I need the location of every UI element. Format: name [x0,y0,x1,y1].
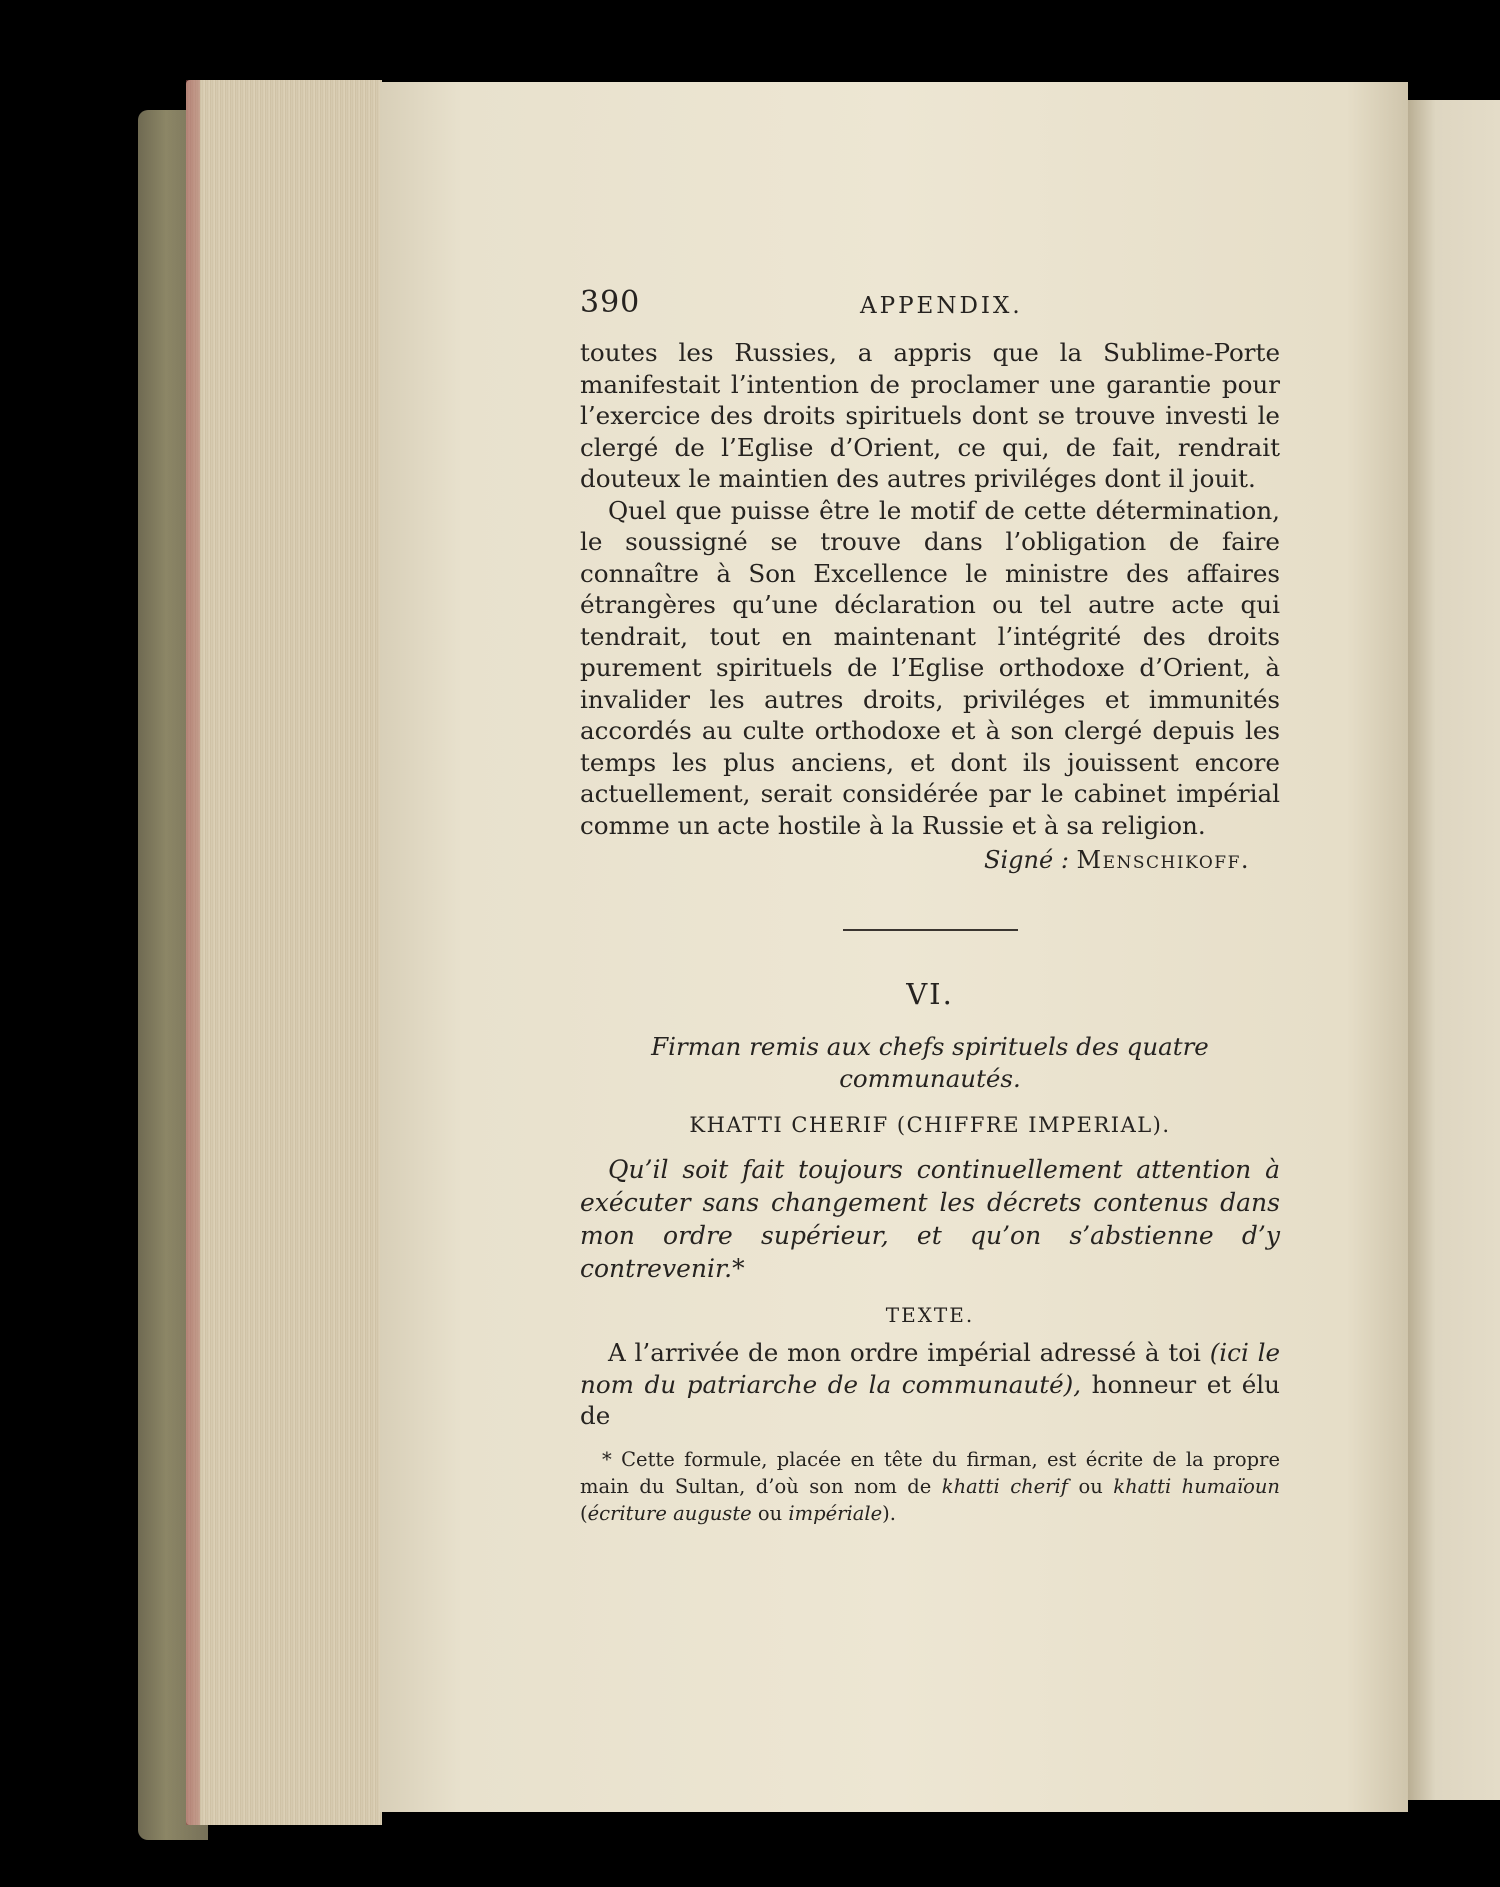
signature-name: Menschikoff. [1076,846,1250,874]
page-number: 390 [580,285,641,320]
footnote-part5: ). [882,1501,896,1525]
footnote [580,1446,1280,1527]
texte-heading: TEXTE. [885,1303,975,1327]
footnote-italic4: impériale [788,1501,883,1525]
paragraph-1: toutes les Russies, a appris que la Sublime-Porte manifestait l’intention de proclamer une garantie pour l’exercice des droits spirituels dont se trouve investi le clergé de l’Eglise d’Orient, ce qui, de fait, rendrait douteux le maintien des autres priviléges dont il jouit. [580,338,1280,493]
texte-paragraph [580,1337,1280,1432]
page-content [580,285,1280,1527]
footnote-italic3: écriture auguste [587,1501,752,1525]
section-title [580,1031,1280,1095]
facing-page [1408,100,1500,1800]
footnote-italic1: khatti cherif [941,1474,1068,1498]
footnote-italic2: khatti humaïoun [1113,1474,1280,1498]
texte-italic: (ici le nom du patriarche de la communauté), [580,1338,1280,1399]
sultan-formula: Qu’il soit fait toujours continuellement attention à exécuter sans changement les décrets contenus dans mon ordre supérieur, et qu’on s’abstienne d’y contrevenir.* [580,1155,1280,1283]
paragraph-2: Quel que puisse être le motif de cette détermination, le soussigné se trouve dans l’obligation de faire connaître à Son Excellence le ministre des affaires étrangères qu’une déclaration ou tel autre acte qui tendrait, tout en maintenant l’intégrité des droits purement spirituels de l’Eglise orthodoxe d’Orient, à invalider les autres droits, priviléges et immunités accordés au culte orthodoxe et à son clergé depuis les temps les plus anciens, et dont ils jouissent encore actuellement, serait considérée par le cabinet impérial comme un acte hostile à la Russie et à sa religion. [580,495,1280,840]
signature [580,843,1280,877]
page-stack-edge [186,80,382,1825]
footnote-part2: ou [1078,1474,1103,1498]
section-title-line1: Firman remis aux chefs spirituels des quatre [651,1032,1209,1061]
texte-end: honneur et élu de [580,1369,1280,1430]
signature-label: Signé : [984,846,1069,874]
section-number: VI. [906,977,954,1011]
khatti-heading: KHATTI CHERIF (CHIFFRE IMPERIAL). [689,1113,1171,1137]
running-head: APPENDIX. [860,293,1023,319]
footnote-part3: ( [580,1501,588,1525]
page-header [580,285,1280,325]
footnote-part4: ou [757,1501,783,1525]
section-divider [843,929,1018,931]
footnote-part1: * Cette formule, placée en tête du firman, est écrite de la propre main du Sultan, d’où son nom de [580,1447,1280,1498]
section-title-line2: communautés. [839,1064,1021,1093]
texte-start: A l’arrivée de mon ordre impérial adressé à toi [608,1338,1201,1367]
